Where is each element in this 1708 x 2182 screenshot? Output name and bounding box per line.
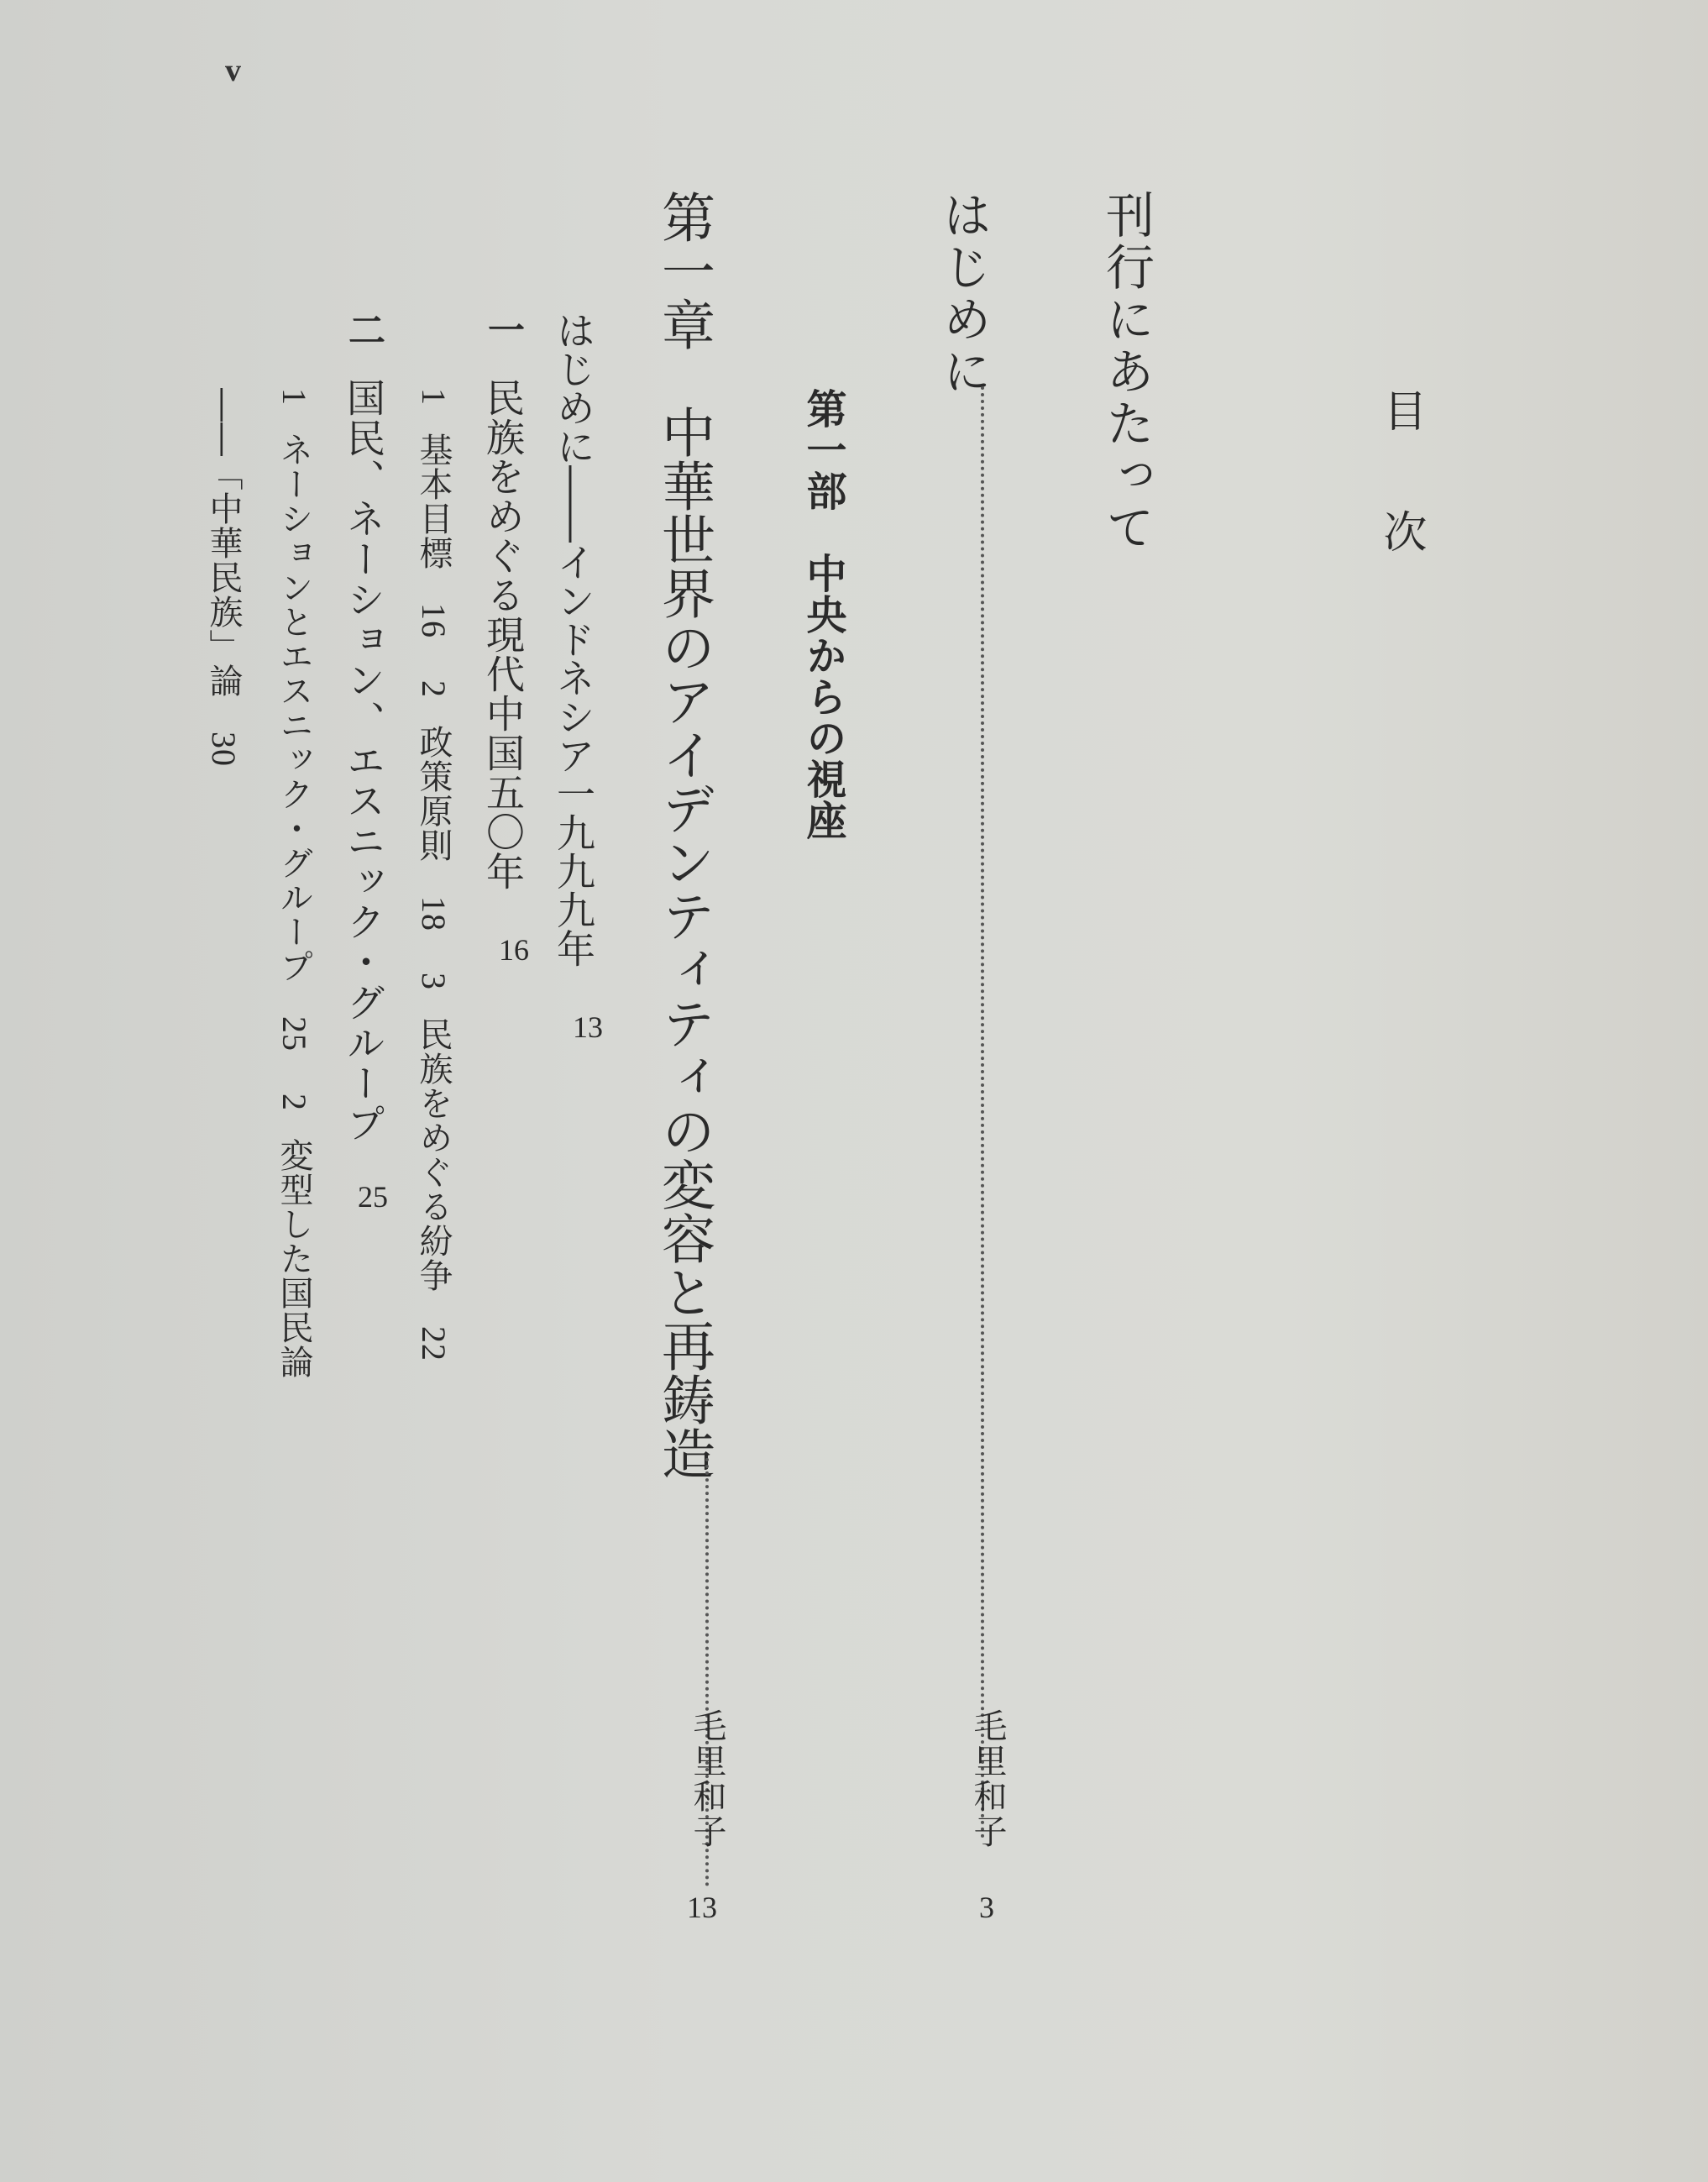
toc-leader-dots <box>981 386 984 1839</box>
section-marker: 一 <box>481 311 524 348</box>
subentry-title: 民族をめぐる紛争 <box>414 1017 453 1293</box>
toc-entry-intro[interactable] <box>935 190 1007 1937</box>
toc-entry-page: 16 <box>499 933 529 967</box>
toc-entry-ch1-intro[interactable] <box>551 311 613 1067</box>
subentry-title: 変型した国民論 <box>275 1137 313 1379</box>
section-marker: 二 <box>342 311 385 348</box>
subentry-page: 16 <box>415 603 453 639</box>
subentry-index: 2 <box>275 1094 313 1112</box>
part-heading: 第一部 中央からの視座 <box>799 388 846 841</box>
toc-entry-author: 毛里和子 <box>968 1708 1007 1849</box>
toc-subentries-section2 <box>277 388 311 1379</box>
toc-entry-section1[interactable] <box>480 311 542 983</box>
toc-entry-page: 3 <box>979 1891 994 1924</box>
toc-entry-chapter1[interactable] <box>652 190 732 1937</box>
toc-entry-title: はじめに <box>935 190 992 398</box>
subentry-title: ――「中華民族」論 <box>204 388 243 698</box>
page-number: v <box>225 53 241 88</box>
subentry-index: 1 <box>415 388 453 406</box>
subentry-page: 30 <box>205 731 243 767</box>
subentry-title: 政策原則 <box>414 724 453 863</box>
toc-entry-title: 第一章 中華世界のアイデンティティの変容と再鋳造 <box>652 190 715 1480</box>
toc-entry-title: 民族をめぐる現代中国五〇年 <box>480 378 526 891</box>
subentry-title: 基本目標 <box>414 432 453 570</box>
toc-subentries-section1 <box>414 388 453 1361</box>
toc-subentries-section2-cont <box>204 388 243 767</box>
toc-entry-page: 13 <box>573 1010 603 1044</box>
toc-entry-foreword[interactable]: 刊行にあたって <box>1098 190 1155 554</box>
subentry-page: 18 <box>415 895 453 931</box>
subentry-index: 1 <box>275 388 313 406</box>
subentry-page: 22 <box>415 1325 453 1361</box>
toc-entry-page: 13 <box>687 1891 717 1924</box>
subentry-index: 2 <box>415 680 453 699</box>
toc-entry-page: 25 <box>358 1180 388 1214</box>
subentry-title: ネーションとエスニック・グループ <box>275 432 313 983</box>
toc-entry-title: 国民、ネーション、エスニック・グループ <box>341 378 386 1144</box>
toc-title: 目 次 <box>1375 388 1426 569</box>
toc-entry-title: はじめに――インドネシア一九九九年 <box>551 311 596 968</box>
subentry-page: 25 <box>275 1016 313 1052</box>
subentry-index: 3 <box>415 973 453 991</box>
toc-entry-section2[interactable] <box>341 311 403 1235</box>
toc-entry-author: 毛里和子 <box>688 1708 726 1849</box>
